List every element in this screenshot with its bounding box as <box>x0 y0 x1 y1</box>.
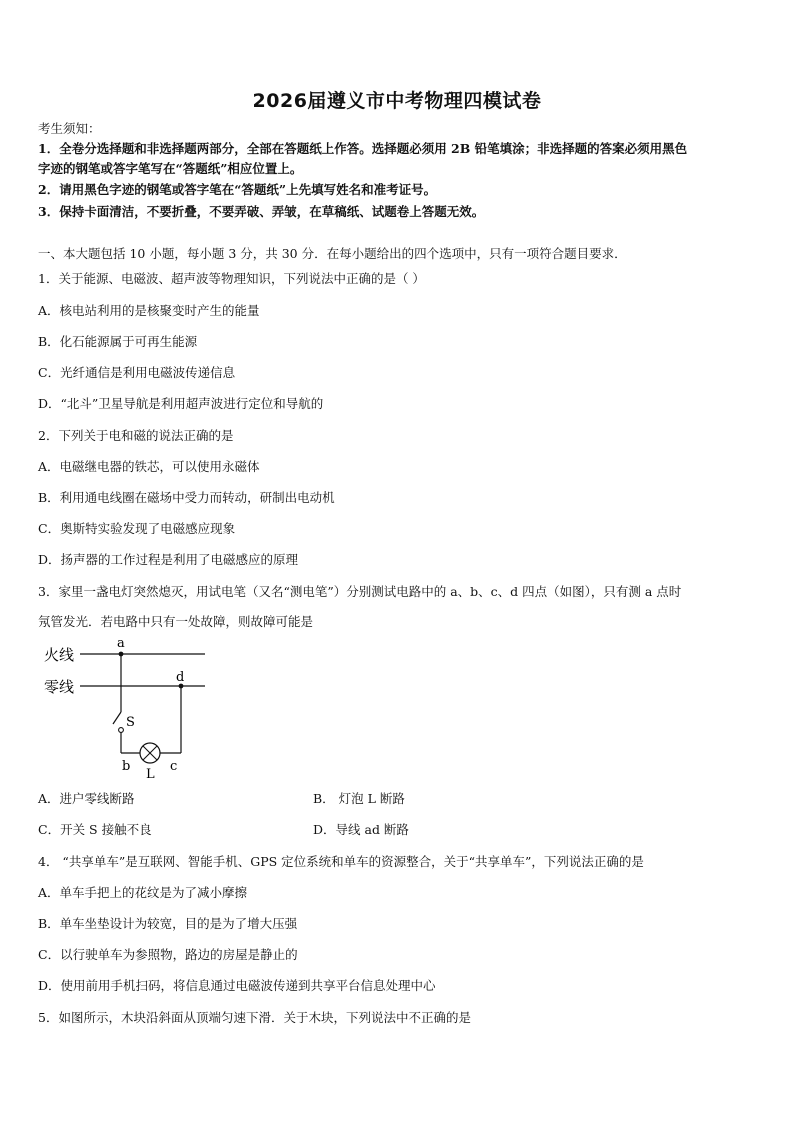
q3-stem-line-2: 氖管发光．若电路中只有一处故障，则故障可能是 <box>38 614 314 629</box>
q3-option-c: C．开关 S 接触不良 <box>38 822 152 837</box>
q2-option-c: C．奥斯特实验发现了电磁感应现象 <box>38 521 236 536</box>
label-a: a <box>117 636 125 651</box>
section-heading: 一、本大题包括 10 小题，每小题 3 分，共 30 分．在每小题给出的四个选项中，只有一项符合题目要求． <box>38 246 627 261</box>
q3-option-d: D．导线 ad 断路 <box>313 822 409 837</box>
q4-option-d: D．使用前用手机扫码，将信息通过电磁波传递到共享平台信息处理中心 <box>38 978 436 993</box>
label-s: S <box>126 715 135 730</box>
q1-stem: 1．关于能源、电磁波、超声波等物理知识，下列说法中正确的是（ ） <box>38 271 425 286</box>
live-wire-label: 火线 <box>44 646 75 664</box>
notice-line-2: 字迹的钢笔或答字笔写在“答题纸”相应位置上。 <box>38 161 303 176</box>
q2-option-a: A．电磁继电器的铁芯，可以使用永磁体 <box>38 459 260 474</box>
label-c: c <box>170 759 178 774</box>
q3-option-b: B． 灯泡 L 断路 <box>313 791 405 806</box>
q2-stem: 2．下列关于电和磁的说法正确的是 <box>38 428 234 443</box>
neutral-wire-label: 零线 <box>44 678 75 696</box>
q1-option-c: C．光纤通信是利用电磁波传递信息 <box>38 365 236 380</box>
q1-option-b: B．化石能源属于可再生能源 <box>38 334 198 349</box>
q4-option-c: C．以行驶单车为参照物，路边的房屋是静止的 <box>38 947 298 962</box>
q1-option-a: A．核电站利用的是核聚变时产生的能量 <box>38 303 260 318</box>
label-b: b <box>122 759 131 774</box>
q2-option-b: B．利用通电线圈在磁场中受力而转动，研制出电动机 <box>38 490 335 505</box>
notice-line-4: 3．保持卡面清洁，不要折叠，不要弄破、弄皱，在草稿纸、试题卷上答题无效。 <box>38 204 485 219</box>
page-title: 2026届遵义市中考物理四模试卷 <box>252 90 542 112</box>
notice-line-3: 2．请用黑色字迹的钢笔或答字笔在“答题纸”上先填写姓名和准考证号。 <box>38 182 437 197</box>
circuit-diagram <box>40 636 220 782</box>
q2-option-d: D．扬声器的工作过程是利用了电磁感应的原理 <box>38 552 299 567</box>
q1-option-d: D．“北斗”卫星导航是利用超声波进行定位和导航的 <box>38 396 324 411</box>
label-l: L <box>146 767 155 782</box>
q5-stem: 5．如图所示，木块沿斜面从顶端匀速下滑．关于木块，下列说法中不正确的是 <box>38 1010 471 1025</box>
q3-stem-line-1: 3．家里一盏电灯突然熄灭，用试电笔（又名“测电笔”）分别测试电路中的 a、b、c、d 四点（如图），只有测 a 点时 <box>38 584 682 599</box>
q4-option-a: A．单车手把上的花纹是为了减小摩擦 <box>38 885 248 900</box>
switch-contact <box>119 728 124 733</box>
q4-option-b: B．单车坐垫设计为较宽，目的是为了增大压强 <box>38 916 298 931</box>
q3-option-a: A．进户零线断路 <box>38 791 135 806</box>
label-d: d <box>176 670 185 685</box>
q4-stem: 4． “共享单车”是互联网、智能手机、GPS 定位系统和单车的资源整合，关于“共享单车”，下列说法正确的是 <box>38 854 644 869</box>
notice-heading: 考生须知： <box>38 121 101 136</box>
notice-line-1: 1．全卷分选择题和非选择题两部分，全部在答题纸上作答。选择题必须用 2B 铅笔填涂；非选择题的答案必须用黑色 <box>38 141 688 156</box>
switch-s <box>113 712 121 724</box>
